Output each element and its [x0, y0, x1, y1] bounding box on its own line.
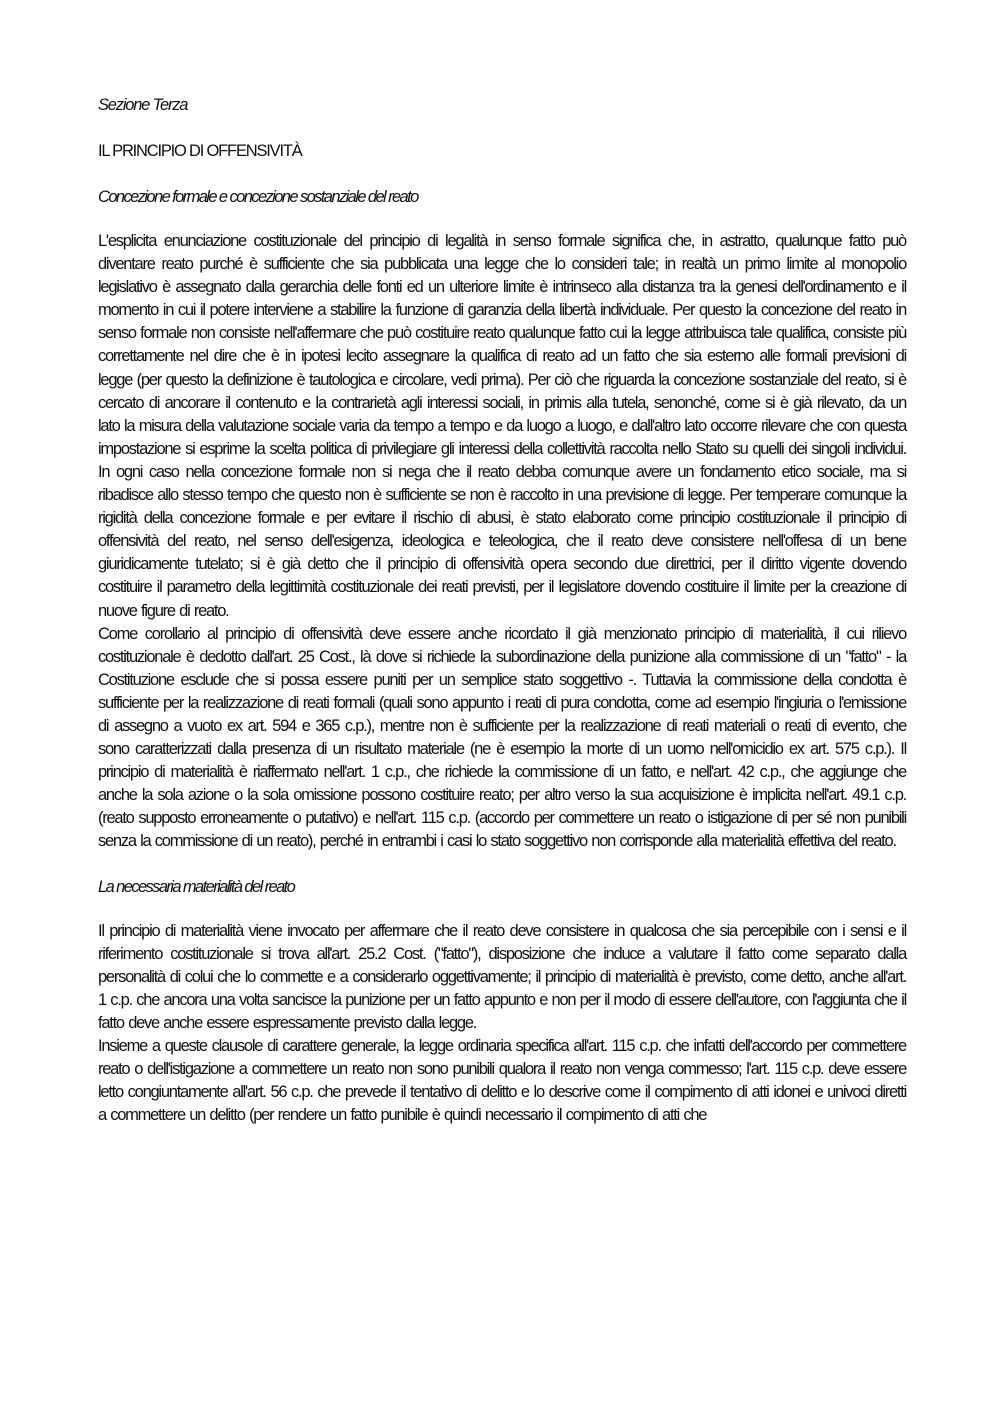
subsection-title-1: Concezione formale e concezione sostanziale del reato [98, 188, 418, 206]
document-page [98, 94, 906, 1127]
paragraph: Il principio di materialità viene invocato per affermare che il reato deve consistere in qualcosa che sia percepibile con i sensi e il riferimento costituzionale si trova all'art. 25.2 Cost. ("fatto"), disposizione che induce a valutare il fatto come separato dalla personalità di colui che lo commette e a considerarlo oggettivamente; il principio di materialità è previsto, come detto, anche all'art. 1 c.p. che ancora una volta sancisce la punizione per un fatto appunto e non per il modo di essere dell'autore, con l'aggiunta che il fatto deve anche essere espressamente previsto dalla legge. [98, 921, 906, 1032]
section-label: Sezione Terza [98, 96, 188, 114]
page-title: IL PRINCIPIO DI OFFENSIVITÀ [98, 142, 302, 160]
subsection-title-2: La necessaria materialità del reato [98, 877, 295, 896]
paragraph: L'esplicita enunciazione costituzionale del principio di legalità in senso formale significa che, in astratto, qualunque fatto può diventare reato purché è sufficiente che sia pubblicata una legge che lo consideri tale; in realtà un primo limite al monopolio legislativo è assegnato dalla gerarchia delle fonti ed un ulteriore limite è intrinseco alla distanza tra la genesi dell'ordinamento e il momento in cui il potere interviene a stabilire la funzione di garanzia della libertà individuale. Per questo la concezione del reato in senso formale non consiste nell'affermare che può costituire reato qualunque fatto cui la legge attribuisca tale qualifica, consiste più correttamente nel dire che è in ipotesi lecito assegnare la qualifica di reato ad un fatto che sia esterno alle formali previsioni di legge (per questo la definizione è tautologica e circolare, vedi prima). Per ciò che riguarda la concezione sostanziale del reato, si è cercato di ancorare il contenuto e la contrarietà agli interessi sociali, in primis alla tutela, senonché, come si è già rilevato, da un lato la misura della valutazione sociale varia da tempo a tempo e da luogo a luogo, e dall'altro lato occorre rilevare che con questa impostazione si esprime la scelta politica di privilegiare gli interessi della collettività raccolta nello Stato su quelli dei singoli individui. In ogni caso nella concezione formale non si nega che il reato debba comunque avere un fondamento etico sociale, ma si ribadisce allo stesso tempo che questo non è sufficiente se non è raccolto in una previsione di legge. Per temperare comunque la rigidità della concezione formale e per evitare il rischio di abusi, è stato elaborato come principio costituzionale il principio di offensività del reato, nel senso dell'esigenza, ideologica e teleologica, che il reato deve consistere nell'offesa di un bene giuridicamente tutelato; si è già detto che il principio di offensività opera secondo due direttrici, per il diritto vigente dovendo costituire il parametro della legittimità costituzionale dei reati previsti, per il legislatore dovendo costituire il limite per la creazione di nuove figure di reato. [98, 232, 906, 620]
paragraph: Insieme a queste clausole di carattere generale, la legge ordinaria specifica all'art. 115 c.p. che infatti dell'accordo per commettere reato o dell'istigazione a commettere un reato non sono punibili qualora il reato non venga commesso; l'art. 115 c.p. deve essere letto congiuntamente all'art. 56 c.p. che prevede il tentativo di delitto e lo descrive come il compimento di atti idonei e univoci diretti a commettere un delitto (per rendere un fatto punibile è quindi necessario il compimento di atti che [98, 1037, 906, 1125]
spacer [98, 854, 906, 876]
paragraph: Come corollario al principio di offensività deve essere anche ricordato il già menzionato principio di materialità, il cui rilievo costituzionale è dedotto dall'art. 25 Cost., là dove si richiede la subordinazione della punizione alla commissione di un "fatto" - la Costituzione esclude che si possa essere puniti per un semplice stato soggettivo -. Tuttavia la commissione della condotta è sufficiente per la realizzazione di reati formali (quali sono appunto i reati di pura condotta, come ad esempio l'ingiuria o l'emissione di assegno a vuoto ex art. 594 e 365 c.p.), mentre non è sufficiente per la realizzazione di reati materiali o reati di evento, che sono caratterizzati dalla presenza di un risultato materiale (ne è esempio la morte di un uomo nell'omicidio ex art. 575 c.p.). Il principio di materialità è riaffermato nell'art. 1 c.p., che richiede la commissione di un fatto, e nell'art. 42 c.p., che aggiunge che anche la sola azione o la sola omissione possono costituire reato; per altro verso la sua acquisizione è implicita nell'art. 49.1 c.p. (reato supposto erroneamente o putativo) e nell'art. 115 c.p. (accordo per commettere un reato o istigazione di per sé non punibili senza la commissione di un reato), perché in entrambi i casi lo stato soggettivo non corrisponde alla materialità effettiva del reato. [98, 624, 906, 851]
